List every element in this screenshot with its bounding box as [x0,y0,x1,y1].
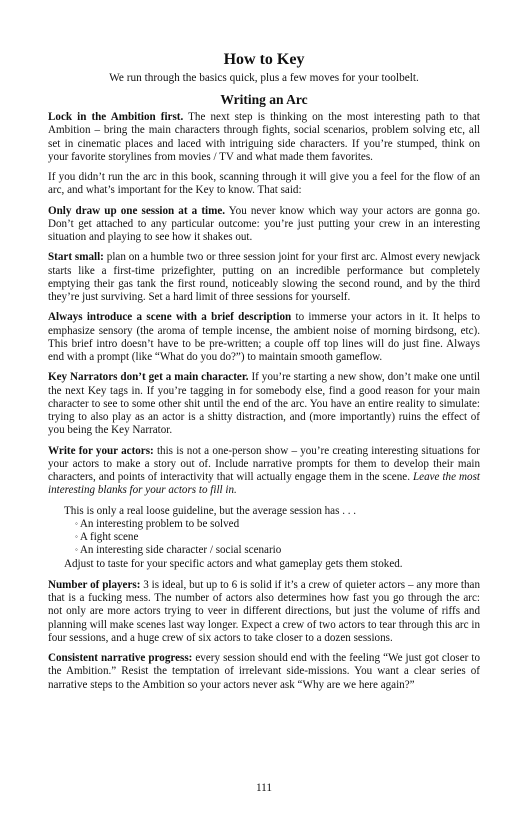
paragraph-lead: Consistent narrative progress: [48,652,193,664]
list-item [75,531,480,544]
paragraph-start-small [48,251,480,304]
paragraph-number-of-players [48,579,480,645]
paragraph-body: The next step is thinking on the most interesting path to that Ambition – bring the main characters through fights, social scenarios, problem solving etc, all set in cinematic places and laced with intriguing side characters. If you’re stumped, think on your favorite storylines from movies / TV and what made them favorites. [48,111,481,163]
paragraph-no-main-character [48,371,480,437]
section-title: Writing an Arc [220,92,308,107]
page-subtitle: We run through the basics quick, plus a few moves for your toolbelt. [109,72,419,84]
paragraph-body: If you’re starting a new show, don’t make one until the next Key tags in. If you’re tagging in for somebody else, find a good reason for your main character to see to some other shit until the end of the arc. You have an entire reality to simulate: trying to also play as an actor is a shitty distraction, and (more importantly) ruins the effect of you being the Key Narrator. [48,371,480,437]
paragraph-lead: Number of players: [48,578,141,591]
paragraph-body: If you didn’t run the arc in this book, scanning through it will give you a feel for the flow of an arc, and what’s important for the Key to know. That said: [48,171,480,197]
paragraph-italic: Leave the most interesting blanks for your actors to fill in. [48,471,480,497]
guideline-list [64,518,480,558]
paragraph-lead: Write for your actors: [48,444,154,457]
paragraph-lead: Only draw up one session at a time. [48,204,226,217]
paragraph-body: to immerse your actors in it. It helps to emphasize sensory (the aroma of temple incense, the ambient noise of morning birdsong, etc). This brief intro doesn’t have to be pre-written; a couple off top lines will do just fine. Always end with a prompt (like “What do you do?”) to maintain smooth gameflow. [48,311,480,363]
session-guideline [64,505,480,571]
bullet-icon: ◦ [75,518,78,528]
paragraph-one-session [48,205,480,245]
paragraph-lead: Always introduce a scene with a brief description [48,311,292,324]
paragraph-lead: Key Narrators don’t get a main character. [48,371,249,384]
paragraph-write-for-actors [48,445,480,498]
list-item-label: An interesting problem to be solved [79,517,240,530]
paragraph-lead: Lock in the Ambition first. [48,111,184,123]
paragraph-body: this is not a one-person show – you’re creating interesting situations for your actors to make a story out of. Include narrative prompts for them to develop their main characters, and points of interactivity that will actually engage them in the scene. [48,444,480,483]
page-title: How to Key [223,51,305,68]
guideline-intro: This is only a real loose guideline, but the average session has . . . [64,504,357,517]
paragraph-narrative-progress [48,652,480,692]
page-number: 111 [255,782,273,794]
guideline-outro: Adjust to taste for your specific actors and what gameplay gets them stoked. [64,557,403,570]
paragraph-body: You never know which way your actors are gonna go. Don’t get attached to any particular outcome: you’re just putting your crew in an interesting situation and playing to see how it shakes out. [48,204,480,243]
paragraph-scan-arc [48,171,480,198]
list-item [75,544,480,557]
list-item [75,518,480,531]
paragraph-introduce-scene [48,311,480,364]
paragraph-body: 3 is ideal, but up to 6 is solid if it’s a crew of quieter actors – any more than that is a fucking mess. The number of actors also determines how fast you go through the arc: not only are more actors trying to veer in different directions, but just the volume of riffs and planning will make scenes last way longer. Expect a crew of two actors to tear through this arc in four sessions, and a huge crew of six actors to take closer to a dozen sessions. [48,578,480,644]
paragraph-ambition [48,111,480,164]
bullet-icon: ◦ [75,545,78,555]
paragraph-body: every session should end with the feeling “We just got closer to the Ambition.” Resist the temptation of irrelevant side-missions. You want a clear series of narrative steps to the Ambition so your actors never ask “Why are we here again?” [48,652,480,691]
bullet-icon: ◦ [75,532,78,541]
paragraph-body: plan on a humble two or three session joint for your first arc. Almost every newjack starts like a first-time prizefighter, putting on an incredible performance but completely emptying their gas tank the first round, noticeably slowing the second round, and by the third they’re just surviving. Set a hard limit of three sessions for yourself. [48,251,480,303]
list-item-label: A fight scene [79,531,139,543]
paragraph-lead: Start small: [48,251,104,264]
list-item-label: An interesting side character / social scenario [79,544,282,557]
